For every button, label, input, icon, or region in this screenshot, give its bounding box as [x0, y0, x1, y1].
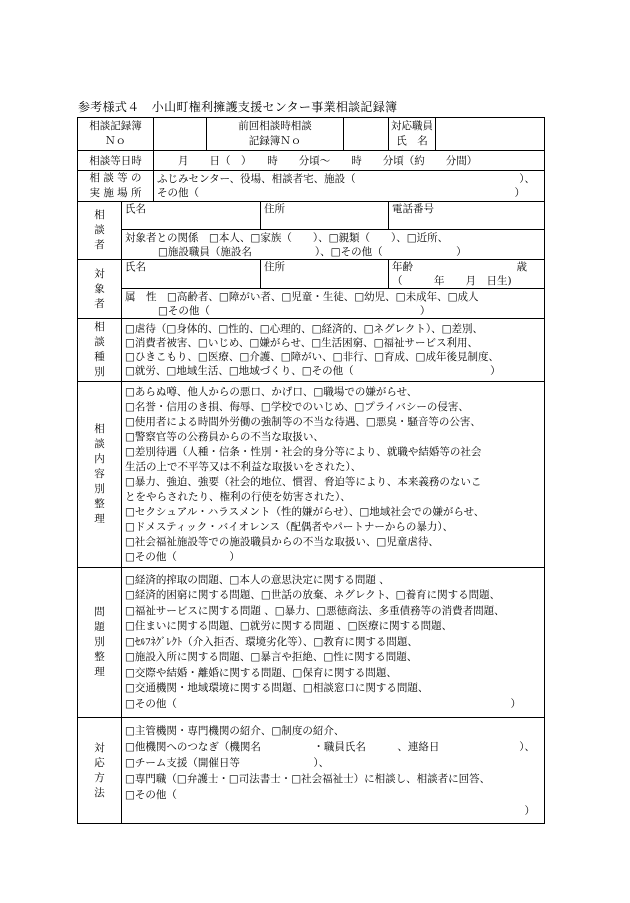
location-label: 相 談 等 の 実 施 場 所	[78, 171, 154, 202]
consultation-record-form	[77, 117, 545, 824]
form-title: 参考様式４ 小山町権利擁護支援センター事業相談記録簿	[78, 100, 398, 114]
consulter-phone-field[interactable]	[389, 202, 545, 230]
response-method-options[interactable]: □主管機関・専門機関の紹介、□制度の紹介、 □他機関へのつなぎ（機関名 ・職員氏名 、連絡日 ）、 □チーム支援（開催日等 ）、 □専門職（□弁護士・□司法書士・□社会福祉士）に相談し、相談者に回答、 □その他（ ）	[122, 718, 545, 824]
response-method-label: 対 応 方 法	[78, 718, 122, 824]
consulter-relation-field[interactable]: 対象者との関係 □本人、□家族（ ）、□親類（ ）、□近所、 □施設職員（施設名 ）、□その他（ ）	[122, 230, 545, 260]
datetime-field[interactable]: 月 日（ ） 時 分頃～ 時 分頃（約 分間）	[154, 151, 545, 171]
consult-type-options[interactable]: □虐待（□身体的、□性的、□心理的、□経済的、□ネグレクト）、□差別、 □消費者被害、□いじめ、□嫌がらせ、□生活困窮、□福祉サービス利用、 □ひきこもり、□医療、□介護、□障がい、□非行、□育成、□成年後見制度、 □就労、□地域生活、□地域づくり、□その他（ ）	[122, 319, 545, 382]
location-field[interactable]: ふじみセンター、役場、相談者宅、施設（ ）、 その他（ ）	[154, 171, 545, 202]
prev-book-no-label: 前回相談時相談 記録簿Ｎｏ	[207, 118, 344, 151]
staff-name-label: 対応職員 氏 名	[389, 118, 436, 151]
subject-name-label: 氏名	[125, 261, 146, 273]
book-no-label: 相談記録簿 Ｎｏ	[78, 118, 154, 151]
consulter-address-field[interactable]	[261, 202, 389, 230]
staff-name-field[interactable]	[436, 118, 545, 151]
issue-type-label: 問 題 別 整 理	[78, 568, 122, 718]
subject-address-field[interactable]	[261, 260, 389, 289]
datetime-label: 相談等日時	[78, 151, 154, 171]
content-type-options[interactable]: □あらぬ噂、他人からの悪口、かげ口、□職場での嫌がらせ、 □名誉・信用のき損、侮辱、□学校でのいじめ、□プライバシーの侵害、 □使用者による時間外労働の強制等の不当な待遇、□悪臭・騒音等の公害、 □警察官等の公務員からの不当な取扱い、 □差別待遇（人種・信条・性別・社会的身分等により、就職や結婚等の社会 生活の上で不平等又は不利益な取扱いをされた）、 □暴力、強迫、強要（社会的地位、慣習、脅迫等により、本来義務のないこ とをやらされたり、権利の行使を妨害された）、 □セクシュアル・ハラスメント（性的嫌がらせ）、□地域社会での嫌がらせ、 □ドメスティック・バイオレンス（配偶者やパートナーからの暴力）、 □社会福祉施設等での施設職員からの不当な取扱い、□児童虐待、 □その他（ ）	[122, 382, 545, 568]
consulter-name-label: 氏名	[125, 203, 146, 215]
consulter-address-label: 住所	[264, 203, 285, 215]
consulter-name-field[interactable]	[122, 202, 261, 230]
prev-book-no-field[interactable]	[344, 118, 389, 151]
consulter-label: 相 談 者	[78, 202, 122, 260]
book-no-field[interactable]	[154, 118, 207, 151]
consulter-phone-label: 電話番号	[392, 203, 434, 215]
subject-label: 対 象 者	[78, 260, 122, 319]
content-type-label: 相 談 内 容 別 整 理	[78, 382, 122, 568]
issue-type-options[interactable]: □経済的搾取の問題、□本人の意思決定に関する問題 、 □経済的困窮に関する問題、□世話の放棄、ネグレクト、□養育に関する問題、 □福祉サービスに関する問題 、□暴力、□悪徳商法、多重債務等の消費者問題、 □住まいに関する問題、□就労に関する問題 、□医療に関する問題、 □ｾﾙﾌﾈｸﾞﾚｸﾄ（介入拒否、環境劣化等）、□教育に関する問題、 □施設入所に関する問題、□暴言や拒絶、□性に関する問題、 □交際や結婚・離婚に関する問題、□保育に関する問題、 □交通機関・地域環境に関する問題、□相談窓口に関する問題、 □その他（ ）	[122, 568, 545, 718]
subject-name-field[interactable]	[122, 260, 261, 289]
consult-type-label: 相 談 種 別	[78, 319, 122, 382]
subject-age-field[interactable]: 年齢 歳 （ 年 月 日生)	[389, 260, 545, 289]
subject-address-label: 住所	[264, 261, 285, 273]
subject-attribute-field[interactable]: 属 性 □高齢者、□障がい者、□児童・生徒、□幼児、□未成年、□成人 □その他（ ）	[122, 289, 545, 319]
